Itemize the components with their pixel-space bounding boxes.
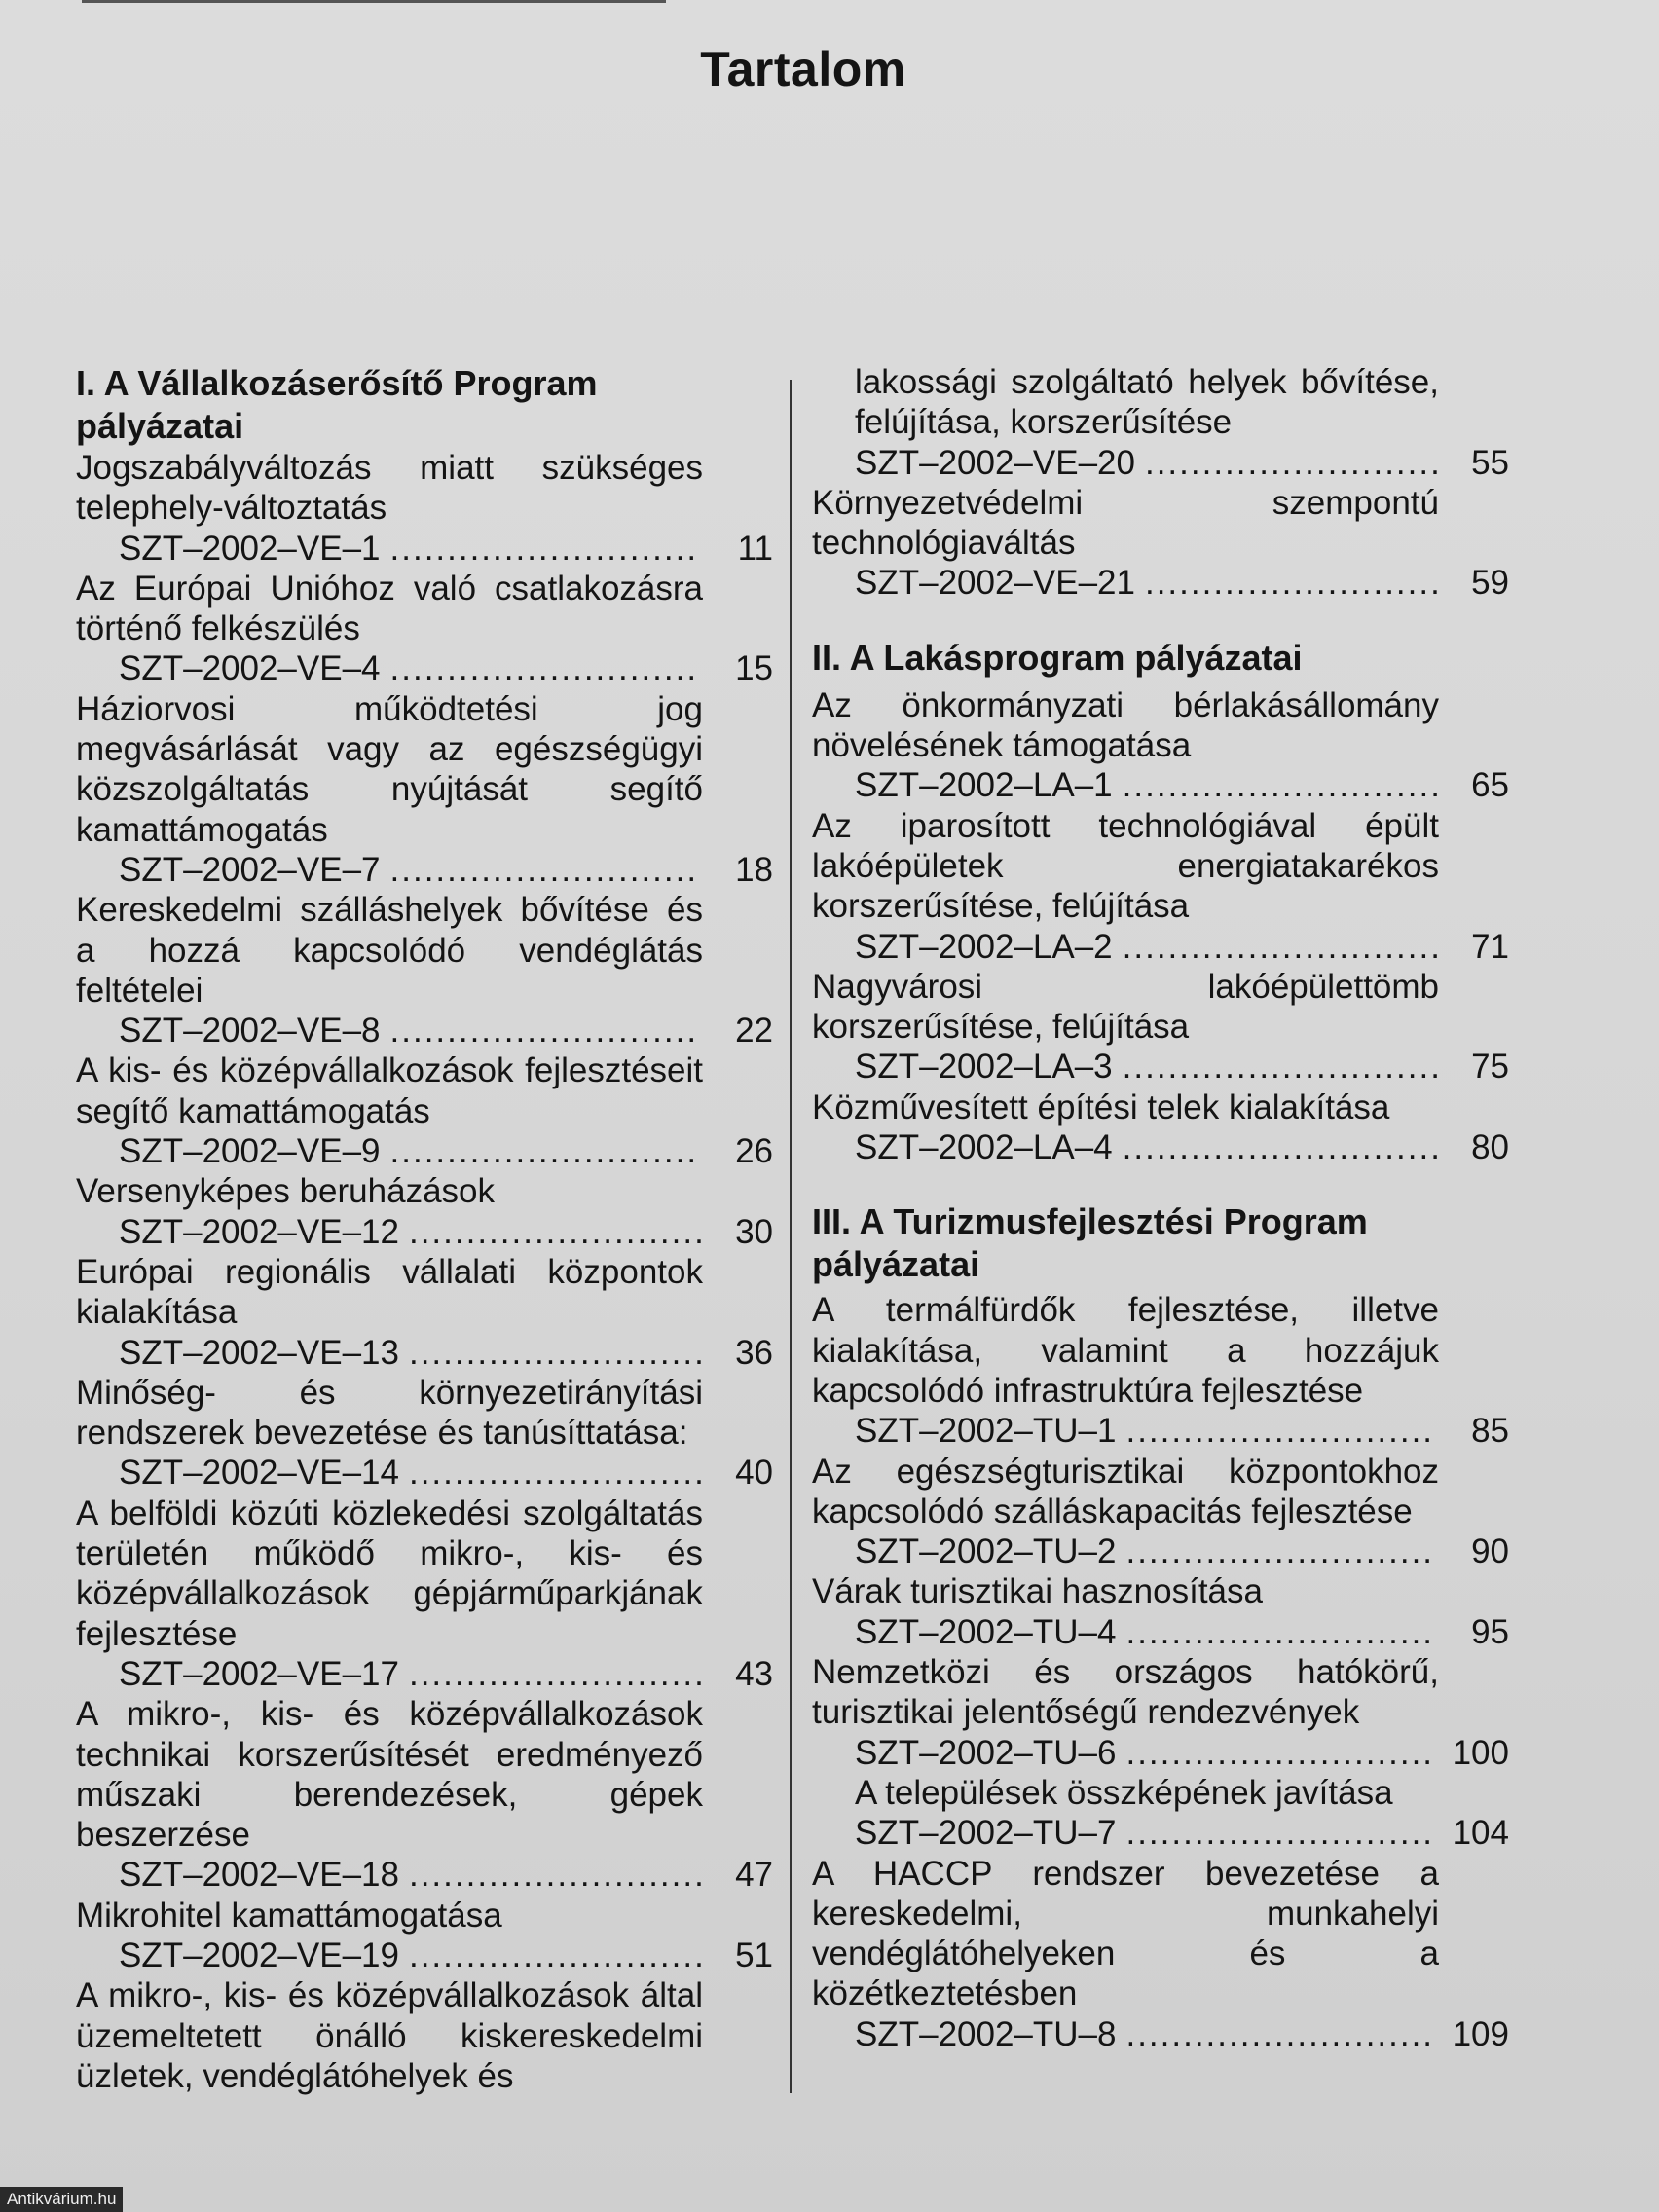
entry-page: 26 — [735, 1132, 773, 1171]
entry-code-line — [76, 1855, 773, 1895]
toc-entry[interactable] — [76, 689, 773, 890]
toc-entry[interactable] — [76, 1171, 773, 1252]
section-turizmusfejlesztesi — [812, 1200, 1509, 2054]
entry-code-line — [812, 1411, 1509, 1451]
entry-title: Nemzetközi és országos hatókörű, turisztikai jelentőségű rendezvények — [812, 1653, 1439, 1732]
entry-code: SZT–2002–LA–1 — [855, 766, 1113, 805]
entry-page: 65 — [1471, 766, 1509, 805]
page-title: Tartalom — [700, 42, 906, 96]
entry-title: A termálfürdők fejlesztése, illetve kialakítása, valamint a hozzájuk kapcsolódó infrastruktúra fejlesztése — [812, 1291, 1439, 1410]
entry-code-line — [812, 443, 1509, 483]
entry-page: 59 — [1471, 564, 1509, 603]
leader-dots — [390, 648, 701, 688]
toc-entry[interactable] — [76, 1493, 773, 1694]
entry-code-line — [812, 1531, 1509, 1571]
section-title: II. A Lakásprogram pályázatai — [812, 637, 1303, 678]
entry-code: SZT–2002–TU–7 — [855, 1814, 1117, 1853]
entry-code: SZT–2002–VE–14 — [119, 1454, 399, 1493]
leader-dots — [1125, 1531, 1437, 1571]
leader-dots — [390, 1131, 701, 1171]
leader-dots — [1123, 765, 1437, 805]
entry-code: SZT–2002–TU–2 — [855, 1532, 1117, 1571]
entry-title: Mikrohitel kamattámogatása — [76, 1896, 502, 1935]
entry-title: Európai regionális vállalati központok kialakítása — [76, 1252, 703, 1332]
entry-code: SZT–2002–LA–4 — [855, 1128, 1113, 1167]
entry-code-line — [76, 1212, 773, 1252]
entry-code-line — [812, 1813, 1509, 1853]
entry-title: Az önkormányzati bérlakásállomány növelésének támogatása — [812, 685, 1439, 765]
entry-code-line — [76, 529, 773, 569]
entry-code-line — [812, 2014, 1509, 2054]
entry-page: 36 — [735, 1333, 773, 1372]
entry-code-line — [812, 1127, 1509, 1167]
entry-title: Környezetvédelmi szempontú technológiaváltás — [812, 483, 1439, 563]
toc-entry[interactable] — [76, 890, 773, 1051]
entry-title: Az iparosított technológiával épült lakóépületek energiatakarékos korszerűsítése, felújítása — [812, 806, 1439, 926]
entry-page: 85 — [1471, 1412, 1509, 1451]
entry-page: 80 — [1471, 1128, 1509, 1167]
entry-title: Az egészségturisztikai központokhoz kapcsolódó szálláskapacitás fejlesztése — [812, 1452, 1439, 1530]
entry-title: Minőség- és környezetirányítási rendszerek bevezetése és tanúsíttatása: — [76, 1373, 703, 1453]
toc-entry[interactable] — [812, 483, 1509, 604]
leader-dots — [1123, 1047, 1437, 1087]
entry-title: A települések összképének javítása — [855, 1773, 1393, 1812]
section-vallalkozaserosito-continued — [812, 362, 1509, 604]
toc-entry[interactable] — [76, 1252, 773, 1373]
entry-title: A kis- és középvállalkozások fejlesztéseit segítő kamattámogatás — [76, 1051, 703, 1130]
toc-entry[interactable] — [812, 1773, 1509, 1854]
leader-dots — [409, 1333, 701, 1373]
entry-code: SZT–2002–TU–8 — [855, 2014, 1117, 2053]
entry-title: A mikro-, kis- és középvállalkozások által üzemeltetett önálló kiskereskedelmi üzletek, vendéglátóhelyek és — [76, 1976, 703, 2095]
entry-list — [76, 448, 773, 2096]
top-rule — [82, 0, 666, 3]
leader-dots — [1123, 927, 1437, 967]
toc-entry[interactable] — [76, 1373, 773, 1493]
section-title: III. A Turizmusfejlesztési Program pályázatai — [812, 1201, 1368, 1285]
entry-code: SZT–2002–LA–2 — [855, 927, 1113, 966]
leader-dots — [409, 1212, 701, 1252]
entry-title: Háziorvosi működtetési jog megvásárlását vagy az egészségügyi közszolgáltatás nyújtását segítő kamattámogatás — [76, 689, 703, 849]
entry-page: 15 — [735, 649, 773, 688]
section-title: I. A Vállalkozáserősítő Program pályázatai — [76, 363, 598, 446]
entry-page: 104 — [1452, 1814, 1509, 1853]
toc-entry[interactable] — [76, 1896, 773, 1976]
toc-entry[interactable] — [812, 1088, 1509, 1168]
section-vallalkozaserosito — [76, 362, 773, 2096]
leader-dots — [390, 529, 701, 569]
entry-title: Közművesített építési telek kialakítása — [812, 1088, 1390, 1126]
entry-page: 51 — [735, 1936, 773, 1974]
entry-page: 90 — [1471, 1532, 1509, 1571]
entry-title: Jogszabályváltozás miatt szükséges telephely-változtatás — [76, 449, 703, 528]
toc-entry[interactable] — [812, 685, 1509, 806]
entry-code-line — [76, 1453, 773, 1493]
entry-page: 22 — [735, 1012, 773, 1051]
toc-entry[interactable] — [812, 1652, 1509, 1773]
entry-code-line — [812, 927, 1509, 967]
entry-title: A HACCP rendszer bevezetése a kereskedelmi, munkahelyi vendéglátóhelyeken és a közétkeztetésben — [812, 1854, 1439, 2013]
entry-code-line — [812, 1612, 1509, 1652]
toc-entry[interactable] — [812, 1290, 1509, 1451]
entry-page: 71 — [1471, 927, 1509, 966]
entry-code: SZT–2002–VE–18 — [119, 1856, 399, 1895]
entry-code-line — [76, 1936, 773, 1975]
leader-dots — [390, 1011, 701, 1051]
entry-title: A belföldi közúti közlekedési szolgáltatás területén működő mikro-, kis- és középvállalkozások gépjárműparkjának fejlesztése — [76, 1493, 703, 1653]
entry-code: SZT–2002–TU–6 — [855, 1733, 1117, 1772]
entry-page: 55 — [1471, 443, 1509, 482]
toc-entry[interactable] — [76, 1051, 773, 1171]
entry-code: SZT–2002–VE–20 — [855, 443, 1135, 482]
entry-code: SZT–2002–VE–21 — [855, 564, 1135, 603]
entry-title: Versenyképes beruházások — [76, 1172, 495, 1211]
left-column — [76, 362, 773, 2129]
toc-entry[interactable] — [812, 1854, 1509, 2054]
watermark-label: Antikvárium.hu — [0, 2187, 123, 2212]
toc-entry[interactable] — [812, 362, 1509, 483]
toc-entry-continued[interactable] — [76, 1975, 773, 2096]
toc-entry[interactable] — [76, 569, 773, 689]
entry-code-line — [812, 1047, 1509, 1087]
entry-page: 11 — [737, 529, 773, 568]
leader-dots — [409, 1453, 701, 1493]
toc-entry[interactable] — [812, 1571, 1509, 1652]
entry-code-line — [76, 1654, 773, 1694]
entry-page: 75 — [1471, 1048, 1509, 1087]
column-divider — [790, 380, 792, 2093]
leader-dots — [1125, 2014, 1437, 2054]
entry-code: SZT–2002–VE–1 — [119, 529, 381, 568]
entry-code-line — [76, 1333, 773, 1373]
entry-page: 95 — [1471, 1612, 1509, 1651]
leader-dots — [1125, 1733, 1437, 1773]
entry-page: 109 — [1452, 2014, 1509, 2053]
entry-title: Várak turisztikai hasznosítása — [812, 1572, 1263, 1611]
entry-code: SZT–2002–TU–1 — [855, 1412, 1117, 1451]
entry-code: SZT–2002–VE–19 — [119, 1936, 399, 1974]
entry-code: SZT–2002–VE–17 — [119, 1654, 399, 1693]
toc-entry[interactable] — [76, 1694, 773, 1895]
entry-page: 40 — [735, 1454, 773, 1493]
leader-dots — [409, 1936, 701, 1975]
leader-dots — [1125, 1612, 1437, 1652]
toc-entry[interactable] — [812, 806, 1509, 967]
leader-dots — [390, 850, 701, 890]
entry-title: Az Európai Unióhoz való csatlakozásra történő felkészülés — [76, 569, 703, 648]
entry-code: SZT–2002–VE–7 — [119, 850, 381, 889]
entry-code-line — [812, 563, 1509, 603]
toc-entry[interactable] — [812, 1452, 1509, 1572]
right-column — [812, 362, 1509, 2087]
entry-title: Nagyvárosi lakóépülettömb korszerűsítése, felújítása — [812, 967, 1439, 1047]
entry-code: SZT–2002–TU–4 — [855, 1612, 1117, 1651]
leader-dots — [1145, 443, 1437, 483]
entry-code: SZT–2002–LA–3 — [855, 1048, 1113, 1087]
entry-code: SZT–2002–VE–4 — [119, 649, 381, 688]
entry-title: A mikro-, kis- és középvállalkozások technikai korszerűsítését eredményező műszaki berendezések, gépek beszerzése — [76, 1695, 703, 1855]
entry-code: SZT–2002–VE–12 — [119, 1212, 399, 1251]
leader-dots — [1145, 563, 1437, 603]
entry-code-line — [76, 1011, 773, 1051]
entry-code-line — [812, 765, 1509, 805]
entry-title: Kereskedelmi szálláshelyek bővítése és a hozzá kapcsolódó vendéglátás feltételei — [76, 891, 703, 1010]
section-lakasprogram — [812, 637, 1509, 1168]
leader-dots — [1125, 1411, 1437, 1451]
leader-dots — [409, 1654, 701, 1694]
entry-title-continued: lakossági szolgáltató helyek bővítése, felújítása, korszerűsítése — [855, 363, 1439, 442]
entry-code-line — [76, 648, 773, 688]
entry-code: SZT–2002–VE–8 — [119, 1012, 381, 1051]
entry-page: 18 — [735, 850, 773, 889]
toc-entry[interactable] — [76, 448, 773, 569]
entry-code-line — [76, 850, 773, 890]
entry-code: SZT–2002–VE–13 — [119, 1333, 399, 1372]
entry-code: SZT–2002–VE–9 — [119, 1132, 381, 1171]
leader-dots — [409, 1855, 701, 1895]
entry-code-line — [76, 1131, 773, 1171]
entry-code-line — [812, 1733, 1509, 1773]
leader-dots — [1123, 1127, 1437, 1167]
entry-page: 47 — [735, 1856, 773, 1895]
entry-page: 100 — [1452, 1733, 1509, 1772]
entry-page: 43 — [735, 1654, 773, 1693]
entry-page: 30 — [735, 1212, 773, 1251]
leader-dots — [1125, 1813, 1437, 1853]
toc-entry[interactable] — [812, 967, 1509, 1088]
